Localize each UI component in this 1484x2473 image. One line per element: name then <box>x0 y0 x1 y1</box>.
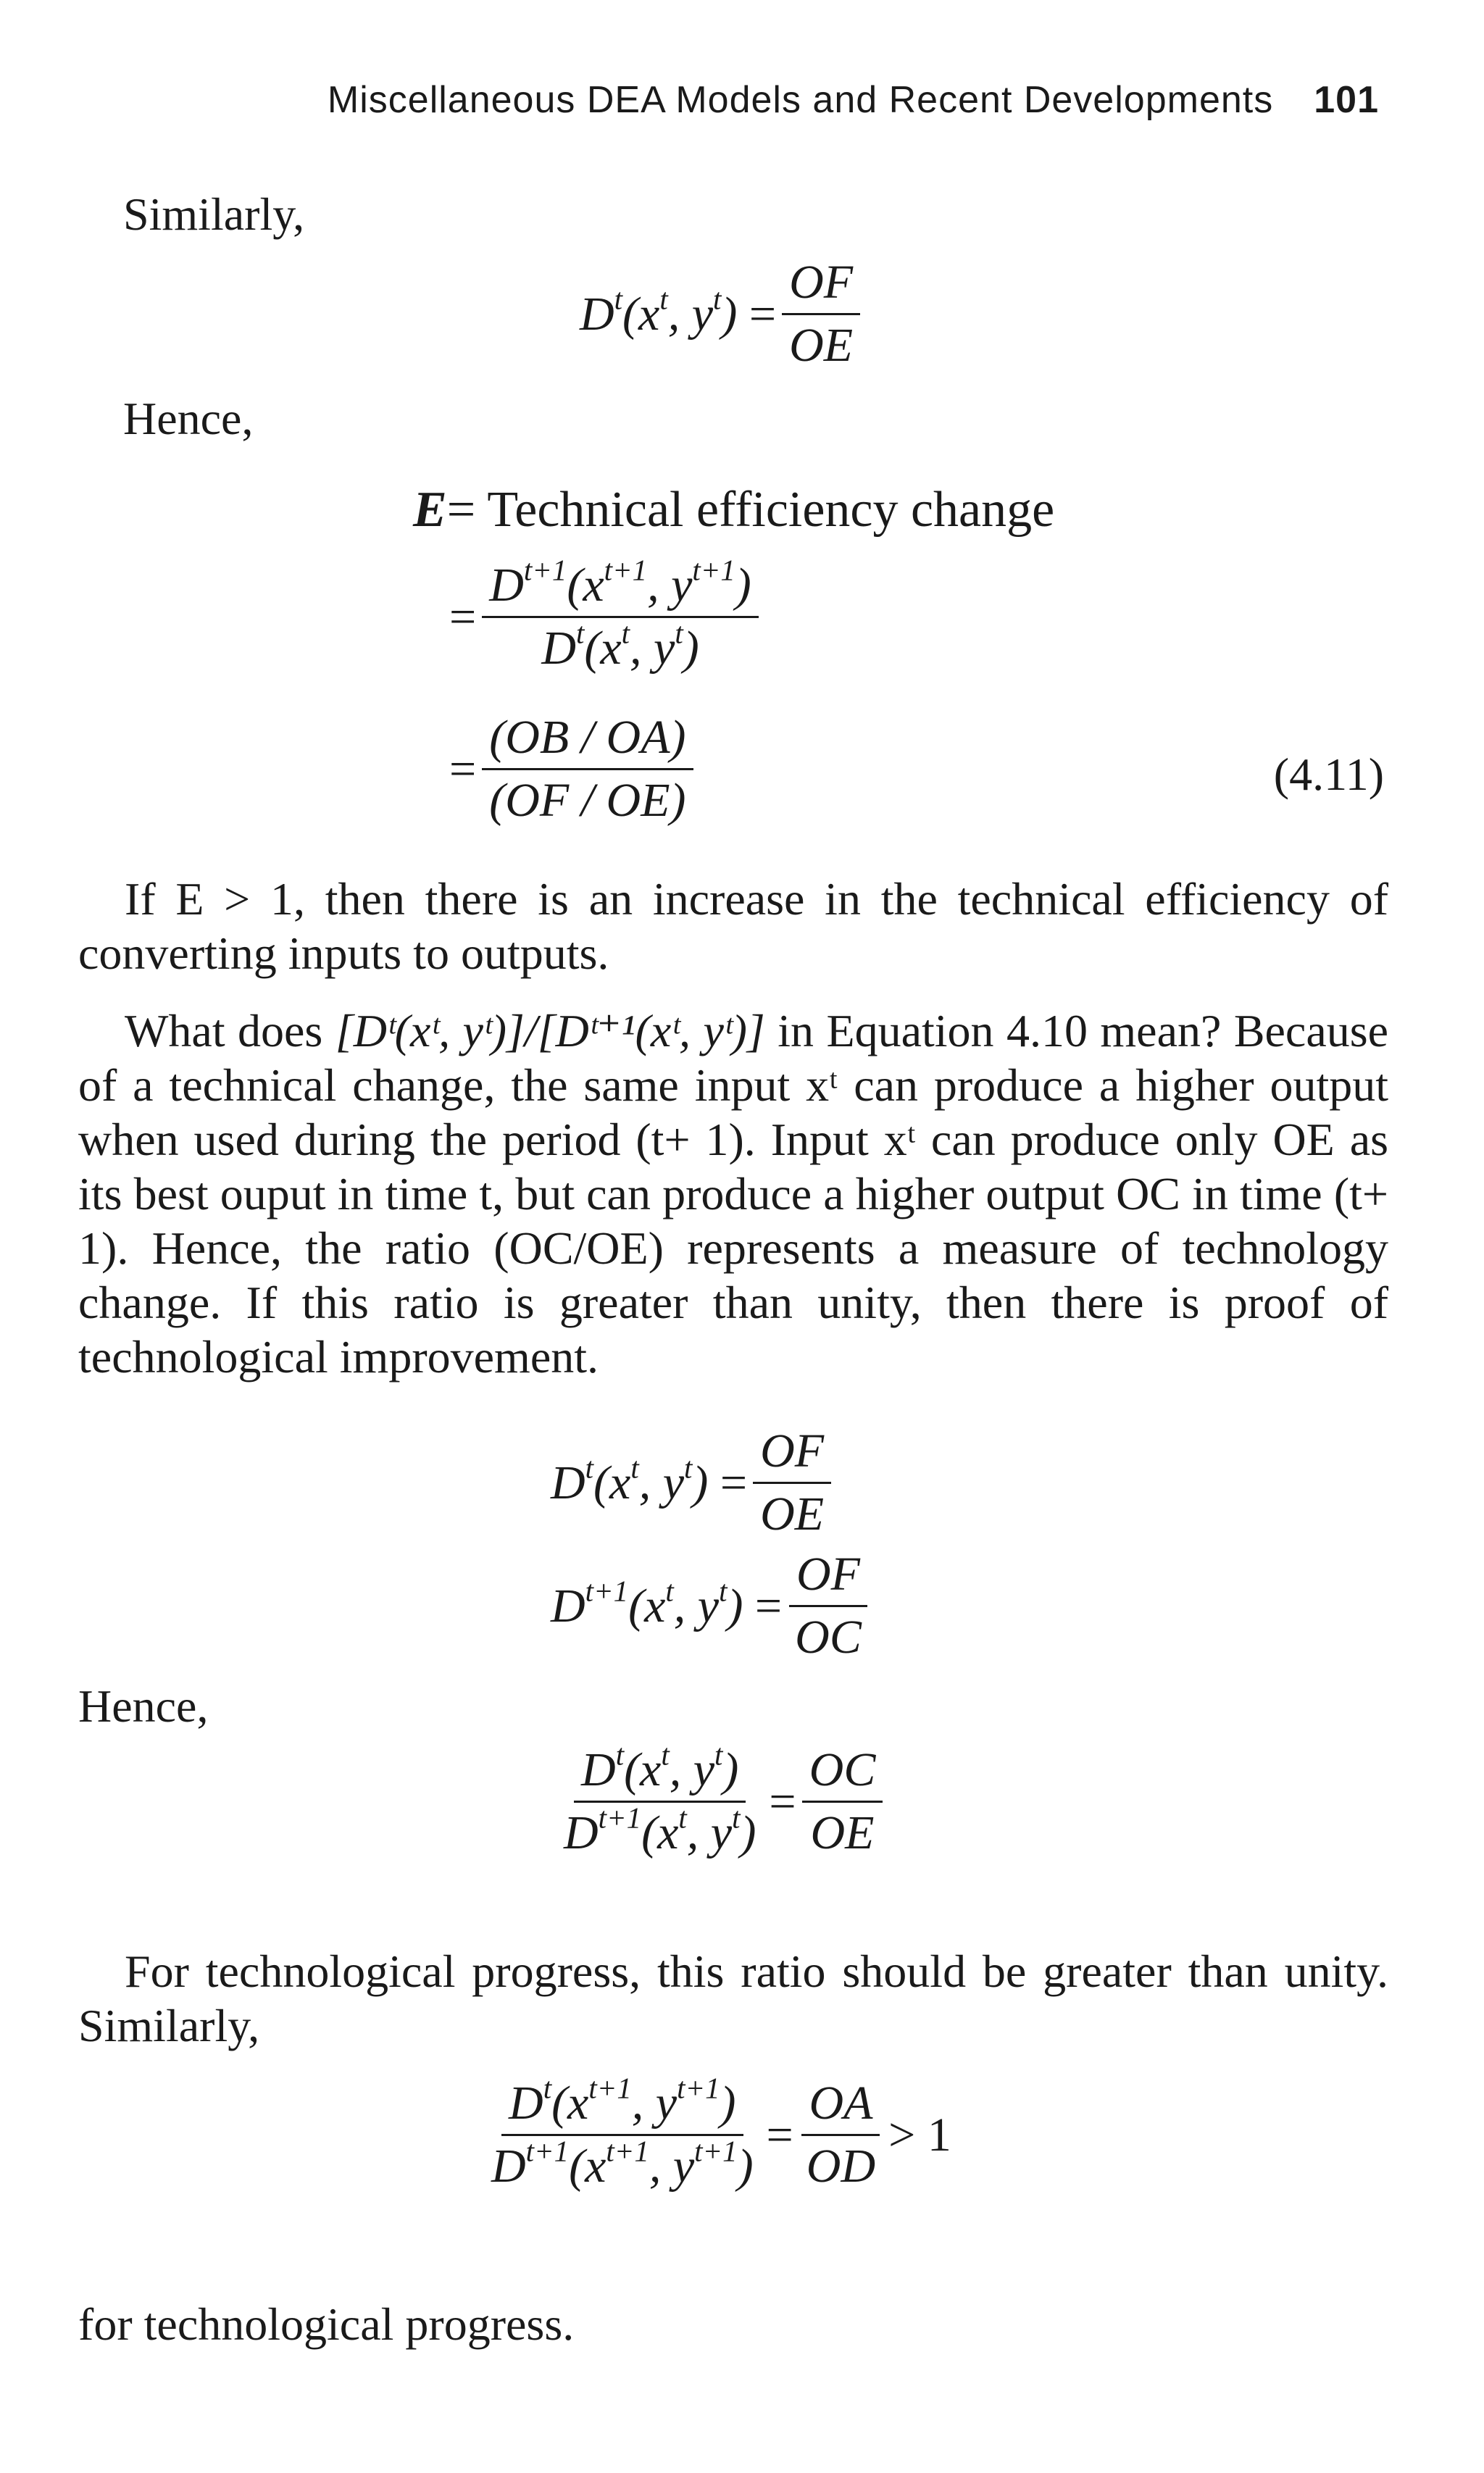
similarly-label: Similarly, <box>123 188 305 240</box>
frac-den: OE <box>810 1806 875 1859</box>
frac-num: (OB / OA) <box>482 710 693 770</box>
equation-ratio-oc-oe: $\frac{D^t(x^t, y^t)}{D^{t+1}(x^t, y^t)}$ = $\frac{OC}{OE}$ <box>551 1743 888 1861</box>
frac-den: OC <box>795 1611 862 1664</box>
frac-num: OF <box>753 1424 831 1484</box>
equation-dt-of-oe: $D^t(x^t$, $y^t$) = $\frac{OF}{OE}$ <box>580 255 866 373</box>
frac-num: OA <box>801 2076 880 2136</box>
greater-than-one: > 1 <box>888 2108 951 2161</box>
final-text: for technological progress. <box>78 2298 575 2350</box>
e-description: = Technical efficiency change <box>446 482 1055 538</box>
page-number: 101 <box>1314 79 1379 121</box>
paragraph-progress: For technological progress, this ratio should be greater than unity. Similarly, <box>78 1946 1388 2051</box>
equation-ratio-oa-od: $\frac{D^t(x^{t+1}, y^{t+1})}{D^{t+1}(x^{t+1}, y^{t+1})}$ = $\frac{OA}{OD}$ > 1 <box>491 2072 951 2193</box>
inline-expression: [Dᵗ(xᵗ, yᵗ)]/[Dᵗ⁺¹(xᵗ, yᵗ)] <box>335 1005 765 1056</box>
frac-den: OD <box>806 2140 876 2193</box>
paragraph-if-e: If E > 1, then there is an increase in the technical efficiency of converting inputs to outputs. <box>78 873 1388 979</box>
frac-num: OC <box>802 1743 883 1803</box>
paragraph-what-does <box>78 1004 1388 1384</box>
equation-e-definition <box>413 481 1054 539</box>
hence-label: Hence, <box>123 393 254 444</box>
text-rest: in Equation 4.10 mean? Because of a technical change, the same input xᵗ can produce a higher output when used during the period (t+ 1). Input xᵗ can produce only OE as its best ouput in time t, but can produce a higher output OC in time (t+ 1). Hence, the ratio (OC/OE) represents a measure of technology change. If this ratio is greater than unity, then there is proof of technological improvement. <box>78 1005 1389 1383</box>
equation-number: (4.11) <box>1273 748 1384 800</box>
equation-dt1-of-oc: $D^{t+1}(x^t$, $y^t$) = $\frac{OF}{OC}$ <box>551 1547 875 1665</box>
frac-den: OE <box>789 319 854 372</box>
equation-dt-of-oe-2: $D^t(x^t$, $y^t$) = $\frac{OF}{OE}$ <box>551 1424 837 1542</box>
frac-den: (OF / OE) <box>489 774 686 827</box>
equation-e-ob-oa: = $\frac{(OB / OA)}{(OF / OE)}$ <box>449 710 699 828</box>
page-header <box>328 78 1379 122</box>
frac-num: OF <box>789 1547 867 1607</box>
e-symbol: E <box>413 482 447 538</box>
hence-label-2: Hence, <box>78 1680 209 1732</box>
equation-e-ratio: = $\frac{D^{t+1}(x^{t+1}, y^{t+1})}{D^t(x^t, y^t)}$ <box>449 558 764 676</box>
text-prefix: What does <box>125 1005 323 1056</box>
frac-den: OE <box>760 1488 825 1540</box>
frac-num: OF <box>782 255 860 315</box>
running-title: Miscellaneous DEA Models and Recent Developments <box>327 79 1274 121</box>
